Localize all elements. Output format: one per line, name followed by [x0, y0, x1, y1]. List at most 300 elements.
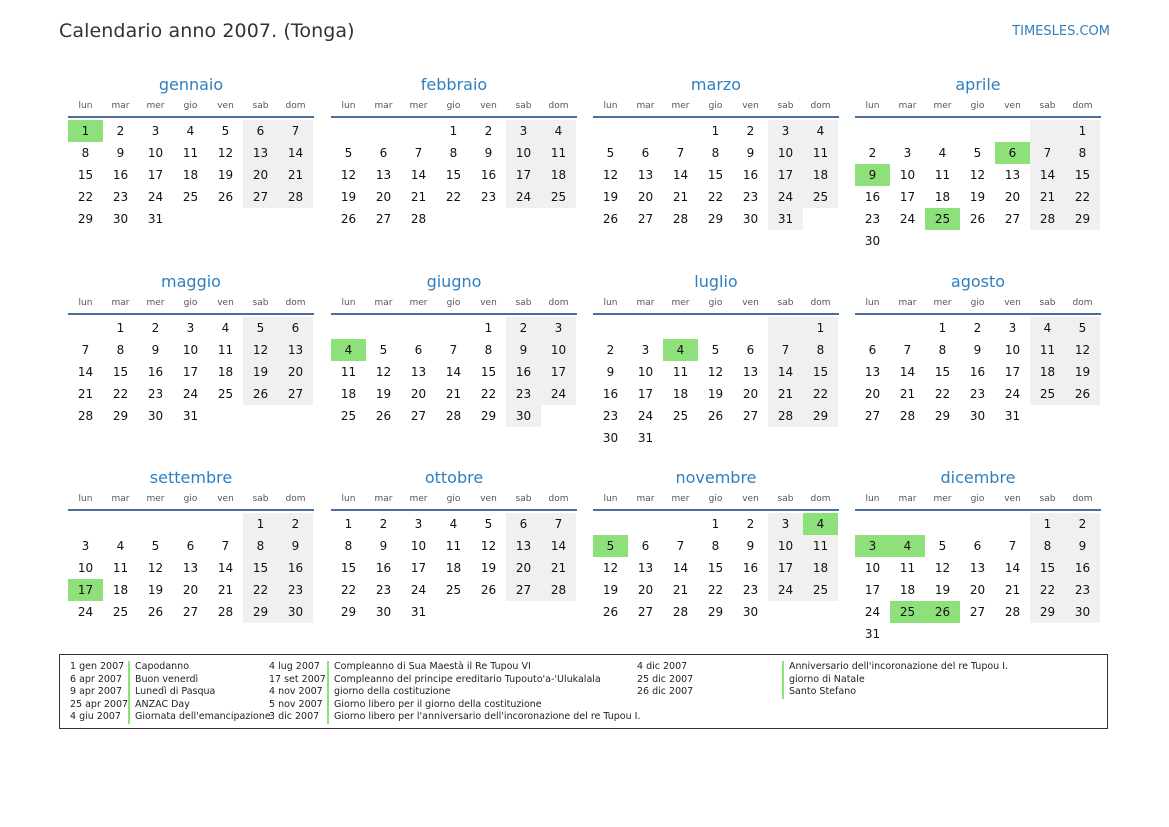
day-cell[interactable]: 1	[711, 124, 720, 138]
day-cell[interactable]: 28	[672, 605, 689, 619]
day-cell[interactable]: 7	[278, 120, 313, 142]
day-cell[interactable]: 14	[77, 365, 94, 379]
day-cell[interactable]: 19	[243, 361, 278, 383]
day-cell[interactable]: 19	[217, 168, 234, 182]
day-cell[interactable]: 6	[641, 146, 650, 160]
day-cell[interactable]: 26	[480, 583, 497, 597]
day-cell[interactable]: 10	[410, 539, 427, 553]
day-cell[interactable]: 12	[1065, 339, 1100, 361]
day-cell[interactable]: 13	[182, 561, 199, 575]
day-cell[interactable]: 25	[1030, 383, 1065, 405]
day-cell[interactable]: 15	[803, 361, 838, 383]
day-cell[interactable]: 8	[1030, 535, 1065, 557]
day-cell[interactable]: 8	[81, 146, 90, 160]
day-cell[interactable]: 18	[899, 583, 916, 597]
day-cell[interactable]: 9	[746, 146, 755, 160]
day-cell[interactable]: 16	[602, 387, 619, 401]
day-cell[interactable]: 26	[969, 212, 986, 226]
day-cell[interactable]: 24	[864, 605, 881, 619]
day-cell[interactable]: 19	[375, 387, 392, 401]
day-cell[interactable]: 8	[449, 146, 458, 160]
day-cell[interactable]: 7	[676, 146, 685, 160]
day-cell[interactable]: 17	[541, 361, 576, 383]
day-cell[interactable]: 11	[672, 365, 689, 379]
day-cell[interactable]: 26	[602, 605, 619, 619]
holiday-day-cell[interactable]: 6	[995, 142, 1030, 164]
day-cell[interactable]: 23	[375, 583, 392, 597]
holiday-day-cell[interactable]: 5	[593, 535, 628, 557]
day-cell[interactable]: 17	[1004, 365, 1021, 379]
day-cell[interactable]: 18	[217, 365, 234, 379]
day-cell[interactable]: 11	[112, 561, 129, 575]
day-cell[interactable]: 17	[147, 168, 164, 182]
day-cell[interactable]: 28	[899, 409, 916, 423]
day-cell[interactable]: 22	[707, 190, 724, 204]
day-cell[interactable]: 26	[1065, 383, 1100, 405]
day-cell[interactable]: 24	[768, 579, 803, 601]
day-cell[interactable]: 10	[77, 561, 94, 575]
day-cell[interactable]: 7	[414, 146, 423, 160]
day-cell[interactable]: 2	[606, 343, 615, 357]
day-cell[interactable]: 23	[1065, 579, 1100, 601]
day-cell[interactable]: 5	[151, 539, 160, 553]
day-cell[interactable]: 2	[1065, 513, 1100, 535]
day-cell[interactable]: 16	[864, 190, 881, 204]
day-cell[interactable]: 25	[445, 583, 462, 597]
day-cell[interactable]: 30	[1065, 601, 1100, 623]
day-cell[interactable]: 9	[379, 539, 388, 553]
day-cell[interactable]: 24	[541, 383, 576, 405]
day-cell[interactable]: 2	[868, 146, 877, 160]
day-cell[interactable]: 10	[506, 142, 541, 164]
day-cell[interactable]: 14	[1030, 164, 1065, 186]
day-cell[interactable]: 10	[768, 535, 803, 557]
day-cell[interactable]: 29	[803, 405, 838, 427]
day-cell[interactable]: 7	[81, 343, 90, 357]
holiday-day-cell[interactable]: 4	[663, 339, 698, 361]
day-cell[interactable]: 27	[243, 186, 278, 208]
day-cell[interactable]: 21	[672, 583, 689, 597]
day-cell[interactable]: 1	[1065, 120, 1100, 142]
day-cell[interactable]: 13	[506, 535, 541, 557]
day-cell[interactable]: 5	[344, 146, 353, 160]
day-cell[interactable]: 23	[278, 579, 313, 601]
day-cell[interactable]: 24	[637, 409, 654, 423]
day-cell[interactable]: 1	[711, 517, 720, 531]
day-cell[interactable]: 29	[707, 212, 724, 226]
day-cell[interactable]: 30	[147, 409, 164, 423]
day-cell[interactable]: 31	[768, 208, 803, 230]
day-cell[interactable]: 8	[484, 343, 493, 357]
day-cell[interactable]: 22	[112, 387, 129, 401]
day-cell[interactable]: 28	[410, 212, 427, 226]
day-cell[interactable]: 29	[112, 409, 129, 423]
day-cell[interactable]: 4	[803, 120, 838, 142]
day-cell[interactable]: 14	[445, 365, 462, 379]
day-cell[interactable]: 29	[934, 409, 951, 423]
day-cell[interactable]: 30	[742, 212, 759, 226]
day-cell[interactable]: 12	[147, 561, 164, 575]
day-cell[interactable]: 12	[375, 365, 392, 379]
day-cell[interactable]: 30	[864, 234, 881, 248]
day-cell[interactable]: 23	[112, 190, 129, 204]
day-cell[interactable]: 12	[602, 561, 619, 575]
day-cell[interactable]: 14	[410, 168, 427, 182]
day-cell[interactable]: 6	[868, 343, 877, 357]
day-cell[interactable]: 4	[938, 146, 947, 160]
day-cell[interactable]: 21	[278, 164, 313, 186]
day-cell[interactable]: 11	[217, 343, 234, 357]
day-cell[interactable]: 4	[221, 321, 230, 335]
day-cell[interactable]: 26	[340, 212, 357, 226]
day-cell[interactable]: 19	[340, 190, 357, 204]
day-cell[interactable]: 26	[217, 190, 234, 204]
day-cell[interactable]: 21	[1030, 186, 1065, 208]
day-cell[interactable]: 28	[1030, 208, 1065, 230]
day-cell[interactable]: 10	[899, 168, 916, 182]
day-cell[interactable]: 19	[480, 561, 497, 575]
day-cell[interactable]: 27	[182, 605, 199, 619]
day-cell[interactable]: 20	[1004, 190, 1021, 204]
day-cell[interactable]: 18	[1030, 361, 1065, 383]
day-cell[interactable]: 14	[672, 561, 689, 575]
day-cell[interactable]: 22	[1065, 186, 1100, 208]
site-link[interactable]: TIMESLES.COM	[1012, 24, 1110, 39]
day-cell[interactable]: 13	[375, 168, 392, 182]
day-cell[interactable]: 21	[768, 383, 803, 405]
day-cell[interactable]: 2	[151, 321, 160, 335]
day-cell[interactable]: 13	[742, 365, 759, 379]
day-cell[interactable]: 25	[217, 387, 234, 401]
day-cell[interactable]: 15	[1065, 164, 1100, 186]
holiday-day-cell[interactable]: 9	[855, 164, 890, 186]
day-cell[interactable]: 17	[506, 164, 541, 186]
day-cell[interactable]: 15	[243, 557, 278, 579]
day-cell[interactable]: 21	[1004, 583, 1021, 597]
day-cell[interactable]: 22	[1030, 579, 1065, 601]
day-cell[interactable]: 30	[602, 431, 619, 445]
day-cell[interactable]: 15	[340, 561, 357, 575]
day-cell[interactable]: 25	[541, 186, 576, 208]
day-cell[interactable]: 27	[375, 212, 392, 226]
day-cell[interactable]: 29	[243, 601, 278, 623]
day-cell[interactable]: 22	[243, 579, 278, 601]
day-cell[interactable]: 18	[445, 561, 462, 575]
day-cell[interactable]: 22	[445, 190, 462, 204]
day-cell[interactable]: 28	[77, 409, 94, 423]
day-cell[interactable]: 6	[641, 539, 650, 553]
day-cell[interactable]: 14	[541, 535, 576, 557]
day-cell[interactable]: 25	[182, 190, 199, 204]
day-cell[interactable]: 12	[707, 365, 724, 379]
day-cell[interactable]: 1	[243, 513, 278, 535]
day-cell[interactable]: 14	[217, 561, 234, 575]
day-cell[interactable]: 11	[934, 168, 951, 182]
day-cell[interactable]: 18	[672, 387, 689, 401]
day-cell[interactable]: 5	[938, 539, 947, 553]
day-cell[interactable]: 6	[243, 120, 278, 142]
day-cell[interactable]: 13	[637, 168, 654, 182]
holiday-day-cell[interactable]: 4	[890, 535, 925, 557]
day-cell[interactable]: 5	[606, 146, 615, 160]
day-cell[interactable]: 21	[217, 583, 234, 597]
day-cell[interactable]: 18	[340, 387, 357, 401]
holiday-day-cell[interactable]: 26	[925, 601, 960, 623]
day-cell[interactable]: 22	[480, 387, 497, 401]
day-cell[interactable]: 17	[768, 557, 803, 579]
holiday-day-cell[interactable]: 4	[331, 339, 366, 361]
day-cell[interactable]: 20	[375, 190, 392, 204]
day-cell[interactable]: 26	[243, 383, 278, 405]
day-cell[interactable]: 24	[506, 186, 541, 208]
day-cell[interactable]: 13	[278, 339, 313, 361]
day-cell[interactable]: 13	[637, 561, 654, 575]
day-cell[interactable]: 20	[243, 164, 278, 186]
holiday-day-cell[interactable]: 4	[803, 513, 838, 535]
day-cell[interactable]: 11	[1030, 339, 1065, 361]
day-cell[interactable]: 1	[344, 517, 353, 531]
day-cell[interactable]: 27	[637, 212, 654, 226]
day-cell[interactable]: 24	[899, 212, 916, 226]
holiday-day-cell[interactable]: 17	[68, 579, 103, 601]
day-cell[interactable]: 26	[375, 409, 392, 423]
day-cell[interactable]: 16	[969, 365, 986, 379]
day-cell[interactable]: 20	[864, 387, 881, 401]
day-cell[interactable]: 7	[676, 539, 685, 553]
day-cell[interactable]: 18	[803, 164, 838, 186]
day-cell[interactable]: 24	[182, 387, 199, 401]
day-cell[interactable]: 8	[344, 539, 353, 553]
day-cell[interactable]: 31	[147, 212, 164, 226]
day-cell[interactable]: 20	[506, 557, 541, 579]
day-cell[interactable]: 22	[934, 387, 951, 401]
day-cell[interactable]: 22	[803, 383, 838, 405]
holiday-day-cell[interactable]: 25	[925, 208, 960, 230]
day-cell[interactable]: 9	[746, 539, 755, 553]
day-cell[interactable]: 23	[742, 583, 759, 597]
day-cell[interactable]: 30	[278, 601, 313, 623]
day-cell[interactable]: 2	[484, 124, 493, 138]
day-cell[interactable]: 13	[243, 142, 278, 164]
day-cell[interactable]: 6	[379, 146, 388, 160]
day-cell[interactable]: 11	[445, 539, 462, 553]
day-cell[interactable]: 11	[803, 142, 838, 164]
day-cell[interactable]: 29	[1030, 601, 1065, 623]
day-cell[interactable]: 18	[112, 583, 129, 597]
day-cell[interactable]: 28	[541, 579, 576, 601]
day-cell[interactable]: 7	[541, 513, 576, 535]
day-cell[interactable]: 8	[803, 339, 838, 361]
day-cell[interactable]: 25	[672, 409, 689, 423]
day-cell[interactable]: 11	[182, 146, 199, 160]
day-cell[interactable]: 15	[934, 365, 951, 379]
day-cell[interactable]: 13	[410, 365, 427, 379]
day-cell[interactable]: 28	[445, 409, 462, 423]
day-cell[interactable]: 20	[637, 583, 654, 597]
day-cell[interactable]: 18	[803, 557, 838, 579]
day-cell[interactable]: 28	[217, 605, 234, 619]
day-cell[interactable]: 6	[186, 539, 195, 553]
day-cell[interactable]: 16	[375, 561, 392, 575]
day-cell[interactable]: 24	[77, 605, 94, 619]
day-cell[interactable]: 6	[278, 317, 313, 339]
day-cell[interactable]: 4	[1030, 317, 1065, 339]
day-cell[interactable]: 19	[934, 583, 951, 597]
day-cell[interactable]: 14	[899, 365, 916, 379]
day-cell[interactable]: 23	[506, 383, 541, 405]
day-cell[interactable]: 3	[768, 513, 803, 535]
day-cell[interactable]: 15	[480, 365, 497, 379]
day-cell[interactable]: 4	[449, 517, 458, 531]
day-cell[interactable]: 20	[278, 361, 313, 383]
day-cell[interactable]: 11	[340, 365, 357, 379]
day-cell[interactable]: 1	[484, 321, 493, 335]
day-cell[interactable]: 27	[410, 409, 427, 423]
day-cell[interactable]: 31	[182, 409, 199, 423]
day-cell[interactable]: 8	[243, 535, 278, 557]
day-cell[interactable]: 20	[182, 583, 199, 597]
day-cell[interactable]: 16	[147, 365, 164, 379]
day-cell[interactable]: 12	[340, 168, 357, 182]
holiday-day-cell[interactable]: 1	[68, 120, 103, 142]
day-cell[interactable]: 5	[484, 517, 493, 531]
day-cell[interactable]: 3	[186, 321, 195, 335]
day-cell[interactable]: 9	[606, 365, 615, 379]
day-cell[interactable]: 21	[899, 387, 916, 401]
holiday-day-cell[interactable]: 25	[890, 601, 925, 623]
day-cell[interactable]: 9	[506, 339, 541, 361]
day-cell[interactable]: 24	[1004, 387, 1021, 401]
day-cell[interactable]: 18	[541, 164, 576, 186]
day-cell[interactable]: 20	[637, 190, 654, 204]
day-cell[interactable]: 24	[147, 190, 164, 204]
day-cell[interactable]: 20	[742, 387, 759, 401]
day-cell[interactable]: 13	[969, 561, 986, 575]
day-cell[interactable]: 9	[484, 146, 493, 160]
day-cell[interactable]: 19	[969, 190, 986, 204]
day-cell[interactable]: 29	[340, 605, 357, 619]
day-cell[interactable]: 11	[803, 535, 838, 557]
day-cell[interactable]: 12	[480, 539, 497, 553]
day-cell[interactable]: 14	[278, 142, 313, 164]
day-cell[interactable]: 10	[637, 365, 654, 379]
day-cell[interactable]: 25	[112, 605, 129, 619]
day-cell[interactable]: 24	[410, 583, 427, 597]
day-cell[interactable]: 3	[1008, 321, 1017, 335]
day-cell[interactable]: 22	[340, 583, 357, 597]
day-cell[interactable]: 31	[1004, 409, 1021, 423]
day-cell[interactable]: 15	[77, 168, 94, 182]
day-cell[interactable]: 21	[77, 387, 94, 401]
day-cell[interactable]: 27	[864, 409, 881, 423]
day-cell[interactable]: 23	[864, 212, 881, 226]
day-cell[interactable]: 10	[147, 146, 164, 160]
day-cell[interactable]: 14	[768, 361, 803, 383]
day-cell[interactable]: 8	[116, 343, 125, 357]
day-cell[interactable]: 10	[1004, 343, 1021, 357]
day-cell[interactable]: 27	[637, 605, 654, 619]
day-cell[interactable]: 3	[903, 146, 912, 160]
day-cell[interactable]: 30	[969, 409, 986, 423]
day-cell[interactable]: 19	[1065, 361, 1100, 383]
day-cell[interactable]: 2	[116, 124, 125, 138]
day-cell[interactable]: 6	[746, 343, 755, 357]
day-cell[interactable]: 23	[602, 409, 619, 423]
day-cell[interactable]: 16	[480, 168, 497, 182]
day-cell[interactable]: 6	[414, 343, 423, 357]
day-cell[interactable]: 30	[742, 605, 759, 619]
day-cell[interactable]: 1	[803, 317, 838, 339]
day-cell[interactable]: 26	[602, 212, 619, 226]
day-cell[interactable]: 11	[899, 561, 916, 575]
day-cell[interactable]: 12	[934, 561, 951, 575]
day-cell[interactable]: 29	[707, 605, 724, 619]
day-cell[interactable]: 3	[506, 120, 541, 142]
day-cell[interactable]: 7	[1030, 142, 1065, 164]
day-cell[interactable]: 8	[711, 146, 720, 160]
day-cell[interactable]: 8	[711, 539, 720, 553]
day-cell[interactable]: 25	[803, 579, 838, 601]
day-cell[interactable]: 18	[934, 190, 951, 204]
day-cell[interactable]: 17	[410, 561, 427, 575]
day-cell[interactable]: 21	[410, 190, 427, 204]
day-cell[interactable]: 23	[480, 190, 497, 204]
day-cell[interactable]: 9	[278, 535, 313, 557]
day-cell[interactable]: 29	[1065, 208, 1100, 230]
day-cell[interactable]: 16	[112, 168, 129, 182]
day-cell[interactable]: 21	[672, 190, 689, 204]
day-cell[interactable]: 10	[182, 343, 199, 357]
day-cell[interactable]: 1	[938, 321, 947, 335]
day-cell[interactable]: 9	[973, 343, 982, 357]
day-cell[interactable]: 9	[151, 343, 160, 357]
day-cell[interactable]: 15	[707, 168, 724, 182]
day-cell[interactable]: 3	[541, 317, 576, 339]
day-cell[interactable]: 30	[112, 212, 129, 226]
day-cell[interactable]: 21	[445, 387, 462, 401]
day-cell[interactable]: 12	[969, 168, 986, 182]
day-cell[interactable]: 25	[340, 409, 357, 423]
day-cell[interactable]: 14	[672, 168, 689, 182]
day-cell[interactable]: 20	[410, 387, 427, 401]
day-cell[interactable]: 15	[1030, 557, 1065, 579]
day-cell[interactable]: 30	[375, 605, 392, 619]
day-cell[interactable]: 18	[182, 168, 199, 182]
day-cell[interactable]: 2	[973, 321, 982, 335]
day-cell[interactable]: 3	[81, 539, 90, 553]
day-cell[interactable]: 12	[217, 146, 234, 160]
day-cell[interactable]: 27	[1004, 212, 1021, 226]
day-cell[interactable]: 1	[1030, 513, 1065, 535]
day-cell[interactable]: 10	[768, 142, 803, 164]
day-cell[interactable]: 4	[186, 124, 195, 138]
day-cell[interactable]: 14	[1004, 561, 1021, 575]
day-cell[interactable]: 3	[768, 120, 803, 142]
day-cell[interactable]: 4	[116, 539, 125, 553]
day-cell[interactable]: 27	[278, 383, 313, 405]
day-cell[interactable]: 1	[116, 321, 125, 335]
day-cell[interactable]: 6	[973, 539, 982, 553]
day-cell[interactable]: 26	[147, 605, 164, 619]
day-cell[interactable]: 5	[1065, 317, 1100, 339]
day-cell[interactable]: 28	[672, 212, 689, 226]
day-cell[interactable]: 8	[1065, 142, 1100, 164]
day-cell[interactable]: 3	[641, 343, 650, 357]
day-cell[interactable]: 5	[711, 343, 720, 357]
day-cell[interactable]: 8	[938, 343, 947, 357]
day-cell[interactable]: 29	[480, 409, 497, 423]
day-cell[interactable]: 19	[602, 583, 619, 597]
